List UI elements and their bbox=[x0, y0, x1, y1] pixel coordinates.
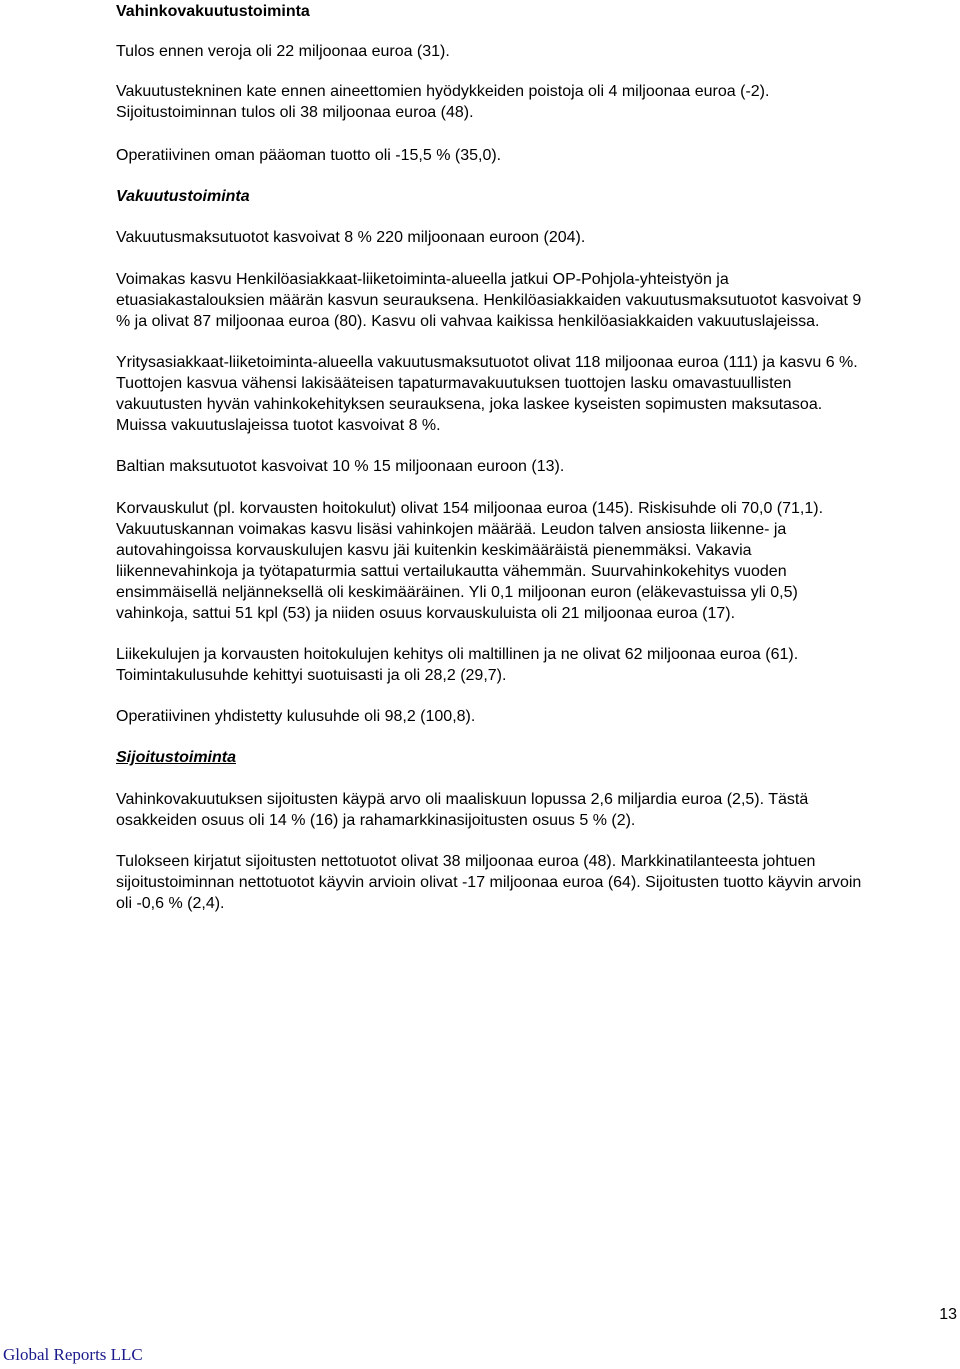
paragraph-line: Vakuutustekninen kate ennen aineettomien hyödykkeiden poistoja oli 4 miljoonaa euroa (-2). bbox=[116, 83, 770, 100]
paragraph-private-customers bbox=[116, 269, 861, 332]
paragraph-line: Korvauskulut (pl. korvausten hoitokulut) olivat 154 miljoonaa euroa (145). Riskisuhde oli 70,0 (71,1). bbox=[116, 500, 824, 517]
paragraph-line: % ja olivat 87 miljoonaa euroa (80). Kasvu oli vahvaa kaikissa henkilöasiakkaiden vakuutuslajeissa. bbox=[116, 313, 820, 330]
paragraph-investment-value bbox=[116, 789, 808, 831]
paragraph-line: Sijoitustoiminnan tulos oli 38 miljoonaa euroa (48). bbox=[116, 104, 474, 121]
paragraph-combined-ratio: Operatiivinen yhdistetty kulusuhde oli 98,2 (100,8). bbox=[116, 708, 476, 725]
paragraph-premium-revenue: Vakuutusmaksutuotot kasvoivat 8 % 220 miljoonaan euroon (204). bbox=[116, 229, 586, 246]
paragraph-line: Muissa vakuutuslajeissa tuotot kasvoivat 8 %. bbox=[116, 417, 441, 434]
paragraph-baltic: Baltian maksutuotot kasvoivat 10 % 15 miljoonaan euroon (13). bbox=[116, 458, 565, 475]
paragraph-line: Tulokseen kirjatut sijoitusten nettotuotot olivat 38 miljoonaa euroa (48). Markkinatilanteesta johtuen bbox=[116, 853, 816, 870]
paragraph-technical-result bbox=[116, 81, 769, 123]
paragraph-line: sijoitustoiminnan nettotuotot käyvin arvioin olivat -17 miljoonaa euroa (64). Sijoitusten tuotto käyvin arvoin bbox=[116, 874, 862, 891]
paragraph-return-on-equity: Operatiivinen oman pääoman tuotto oli -15,5 % (35,0). bbox=[116, 147, 502, 164]
paragraph-line: Vahinkovakuutuksen sijoitusten käypä arvo oli maaliskuun lopussa 2,6 miljardia euroa (2,5). Tästä bbox=[116, 791, 809, 808]
paragraph-line: etuasiakastalouksien määrän kasvun seurauksena. Henkilöasiakkaiden vakuutusmaksutuotot kasvoivat 9 bbox=[116, 292, 862, 309]
paragraph-line: ensimmäisellä neljänneksellä oli keskimääräinen. Yli 0,1 miljoonan euron (eläkevastuissa yli 0,5) bbox=[116, 584, 798, 601]
paragraph-investment-income bbox=[116, 851, 861, 914]
paragraph-line: Toimintakulusuhde kehittyi suotuisasti ja oli 28,2 (29,7). bbox=[116, 667, 507, 684]
page-number: 13 bbox=[939, 1306, 957, 1323]
paragraph-line: osakkeiden osuus oli 14 % (16) ja rahamarkkinasijoitusten osuus 5 % (2). bbox=[116, 812, 636, 829]
paragraph-line: autovahingoissa korvauskulujen kasvu jäi kuitenkin keskimääräistä pienemmäksi. Vakavia bbox=[116, 542, 752, 559]
paragraph-line: vakuutusten hyvän vahinkokehityksen seurauksena, joka laskee kyseisten sopimusten maksutasoa. bbox=[116, 396, 823, 413]
paragraph-line: vahinkoja, sattui 51 kpl (53) ja niiden osuus korvauskuluista oli 21 miljoonaa euroa (17). bbox=[116, 605, 736, 622]
paragraph-line: Voimakas kasvu Henkilöasiakkaat-liiketoiminta-alueella jatkui OP-Pohjola-yhteistyön ja bbox=[116, 271, 729, 288]
subheading-investment: Sijoitustoiminta bbox=[116, 749, 236, 766]
paragraph-line: Liikekulujen ja korvausten hoitokulujen kehitys oli maltillinen ja ne olivat 62 miljoonaa euroa (61). bbox=[116, 646, 799, 663]
section-title: Vahinkovakuutustoiminta bbox=[116, 3, 310, 20]
subheading-insurance: Vakuutustoiminta bbox=[116, 188, 250, 205]
paragraph-line: oli -0,6 % (2,4). bbox=[116, 895, 225, 912]
paragraph-operating-expenses bbox=[116, 644, 798, 686]
footer-brand: Global Reports LLC bbox=[3, 1345, 143, 1364]
paragraph-claims bbox=[116, 498, 823, 624]
paragraph-line: Yritysasiakkaat-liiketoiminta-alueella vakuutusmaksutuotot olivat 118 miljoonaa euroa (111) ja kasvu 6 %. bbox=[116, 354, 858, 371]
paragraph-corporate-customers bbox=[116, 352, 858, 436]
paragraph-line: liikennevahinkoja ja työtapaturmia sattui vertailukautta vähemmän. Suurvahinkokehitys vuoden bbox=[116, 563, 787, 580]
paragraph-result-before-taxes: Tulos ennen veroja oli 22 miljoonaa euroa (31). bbox=[116, 43, 450, 60]
paragraph-line: Vakuutuskannan voimakas kasvu lisäsi vahinkojen määrää. Leudon talven ansiosta liikenne- ja bbox=[116, 521, 787, 538]
paragraph-line: Tuottojen kasvua vähensi lakisääteisen tapaturmavakuutuksen tuottojen lasku omavastuullisten bbox=[116, 375, 792, 392]
